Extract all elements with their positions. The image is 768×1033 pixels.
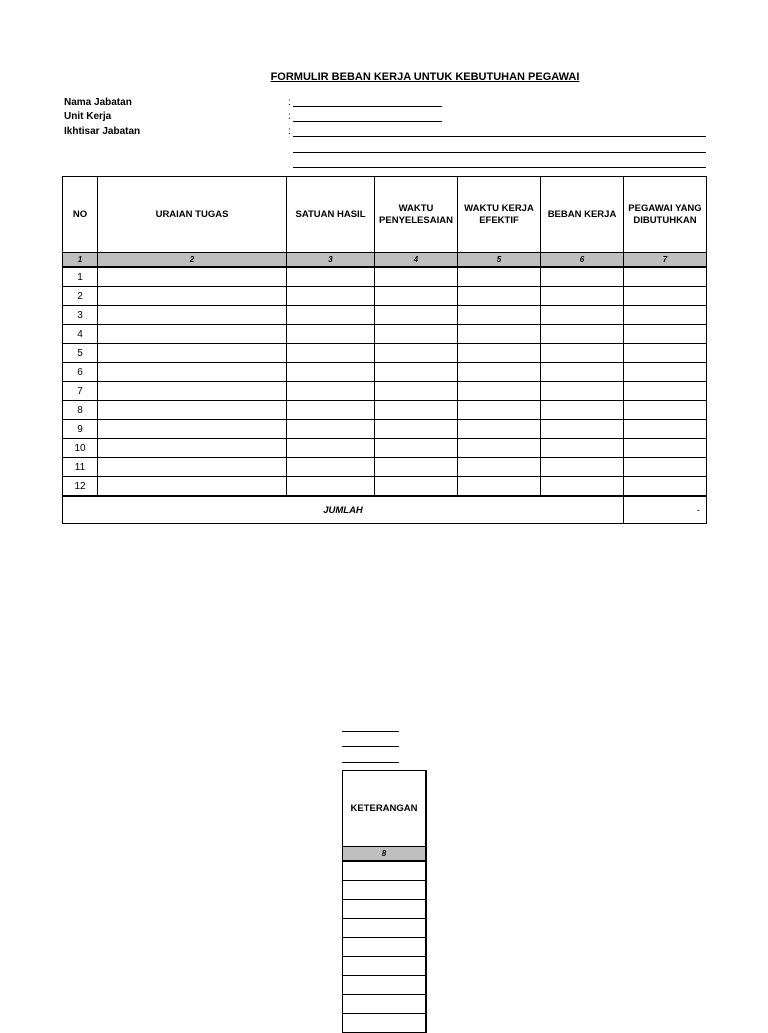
column-number: 3 xyxy=(287,253,375,268)
waktu-penyelesaian-cell[interactable] xyxy=(375,306,458,325)
total-row xyxy=(63,496,707,524)
waktu-kerja-efektif-cell[interactable] xyxy=(458,344,541,363)
satuan-hasil-cell[interactable] xyxy=(287,287,375,306)
column-number: 8 xyxy=(343,847,427,862)
keterangan-row xyxy=(343,861,427,881)
waktu-kerja-efektif-cell[interactable] xyxy=(458,401,541,420)
keterangan-table xyxy=(342,770,427,1033)
waktu-kerja-efektif-cell[interactable] xyxy=(458,325,541,344)
beban-kerja-cell[interactable] xyxy=(541,325,624,344)
uraian-tugas-cell[interactable] xyxy=(98,306,287,325)
table-row xyxy=(63,458,707,477)
waktu-kerja-efektif-cell[interactable] xyxy=(458,382,541,401)
keterangan-cell[interactable] xyxy=(343,938,427,957)
waktu-kerja-efektif-cell[interactable] xyxy=(458,363,541,382)
keterangan-cell[interactable] xyxy=(343,881,427,900)
header-uraian-tugas: URAIAN TUGAS xyxy=(98,177,287,253)
keterangan-row xyxy=(343,1014,427,1033)
row-no: 9 xyxy=(63,420,98,439)
waktu-kerja-efektif-cell[interactable] xyxy=(458,287,541,306)
pegawai-dibutuhkan-cell[interactable] xyxy=(624,287,707,306)
keterangan-row xyxy=(343,881,427,900)
waktu-penyelesaian-cell[interactable] xyxy=(375,439,458,458)
column-number: 7 xyxy=(624,253,707,268)
column-number: 6 xyxy=(541,253,624,268)
pegawai-dibutuhkan-cell[interactable] xyxy=(624,420,707,439)
beban-kerja-cell[interactable] xyxy=(541,477,624,497)
field-colon: : xyxy=(288,126,291,137)
keterangan-cell[interactable] xyxy=(343,957,427,976)
row-no: 5 xyxy=(63,344,98,363)
keterangan-cell[interactable] xyxy=(343,995,427,1014)
table-row xyxy=(63,306,707,325)
column-number: 2 xyxy=(98,253,287,268)
uraian-tugas-cell[interactable] xyxy=(98,477,287,497)
uraian-tugas-cell[interactable] xyxy=(98,325,287,344)
beban-kerja-cell[interactable] xyxy=(541,382,624,401)
header-keterangan: KETERANGAN xyxy=(343,771,427,847)
row-no: 10 xyxy=(63,439,98,458)
table-header-row xyxy=(63,177,707,253)
field-label-unit-kerja: Unit Kerja xyxy=(64,111,112,122)
keterangan-cell[interactable] xyxy=(343,1014,427,1033)
waktu-penyelesaian-cell[interactable] xyxy=(375,363,458,382)
uraian-tugas-cell[interactable] xyxy=(98,439,287,458)
field-colon: : xyxy=(288,111,291,122)
field-label-ikhtisar-jabatan: Ikhtisar Jabatan xyxy=(64,126,141,137)
waktu-penyelesaian-cell[interactable] xyxy=(375,420,458,439)
column-number: 1 xyxy=(63,253,98,268)
form-title: FORMULIR BEBAN KERJA UNTUK KEBUTUHAN PEGAWAI xyxy=(270,71,580,83)
waktu-kerja-efektif-cell[interactable] xyxy=(458,267,541,287)
satuan-hasil-cell[interactable] xyxy=(287,439,375,458)
column-number: 5 xyxy=(458,253,541,268)
beban-kerja-cell[interactable] xyxy=(541,287,624,306)
row-no: 4 xyxy=(63,325,98,344)
table-row xyxy=(63,477,707,497)
pegawai-dibutuhkan-cell[interactable] xyxy=(624,267,707,287)
keterangan-row xyxy=(343,957,427,976)
waktu-penyelesaian-cell[interactable] xyxy=(375,344,458,363)
table-row xyxy=(63,267,707,287)
pegawai-dibutuhkan-cell[interactable] xyxy=(624,477,707,497)
satuan-hasil-cell[interactable] xyxy=(287,267,375,287)
blank-line xyxy=(342,762,399,763)
waktu-penyelesaian-cell[interactable] xyxy=(375,287,458,306)
satuan-hasil-cell[interactable] xyxy=(287,325,375,344)
uraian-tugas-cell[interactable] xyxy=(98,363,287,382)
waktu-kerja-efektif-cell[interactable] xyxy=(458,306,541,325)
keterangan-cell[interactable] xyxy=(343,919,427,938)
total-label: JUMLAH xyxy=(63,496,624,524)
nama-jabatan-field[interactable] xyxy=(293,106,442,107)
pegawai-dibutuhkan-cell[interactable] xyxy=(624,401,707,420)
keterangan-row xyxy=(343,995,427,1014)
header-no: NO xyxy=(63,177,98,253)
table-row xyxy=(63,401,707,420)
waktu-penyelesaian-cell[interactable] xyxy=(375,458,458,477)
satuan-hasil-cell[interactable] xyxy=(287,477,375,497)
table-row xyxy=(63,363,707,382)
header-pegawai-dibutuhkan: PEGAWAI YANG DIBUTUHKAN xyxy=(624,177,707,253)
satuan-hasil-cell[interactable] xyxy=(287,363,375,382)
pegawai-dibutuhkan-cell[interactable] xyxy=(624,458,707,477)
waktu-penyelesaian-cell[interactable] xyxy=(375,325,458,344)
column-number: 4 xyxy=(375,253,458,268)
uraian-tugas-cell[interactable] xyxy=(98,420,287,439)
beban-kerja-cell[interactable] xyxy=(541,420,624,439)
blank-line xyxy=(342,746,399,747)
unit-kerja-field[interactable] xyxy=(293,121,442,122)
uraian-tugas-cell[interactable] xyxy=(98,382,287,401)
workload-table xyxy=(62,176,707,524)
keterangan-cell[interactable] xyxy=(343,861,427,881)
uraian-tugas-cell[interactable] xyxy=(98,267,287,287)
table-row xyxy=(63,287,707,306)
waktu-penyelesaian-cell[interactable] xyxy=(375,267,458,287)
pegawai-dibutuhkan-cell[interactable] xyxy=(624,325,707,344)
pegawai-dibutuhkan-cell[interactable] xyxy=(624,439,707,458)
table-body xyxy=(63,267,707,496)
satuan-hasil-cell[interactable] xyxy=(287,420,375,439)
waktu-kerja-efektif-cell[interactable] xyxy=(458,458,541,477)
satuan-hasil-cell[interactable] xyxy=(287,306,375,325)
pegawai-dibutuhkan-cell[interactable] xyxy=(624,344,707,363)
ikhtisar-jabatan-field-line-1[interactable] xyxy=(293,136,706,137)
pegawai-dibutuhkan-cell[interactable] xyxy=(624,306,707,325)
row-no: 2 xyxy=(63,287,98,306)
beban-kerja-cell[interactable] xyxy=(541,267,624,287)
header-waktu-kerja-efektif: WAKTU KERJA EFEKTIF xyxy=(458,177,541,253)
table-row xyxy=(63,382,707,401)
waktu-penyelesaian-cell[interactable] xyxy=(375,401,458,420)
uraian-tugas-cell[interactable] xyxy=(98,344,287,363)
total-value: - xyxy=(624,496,707,524)
pegawai-dibutuhkan-cell[interactable] xyxy=(624,363,707,382)
header-waktu-penyelesaian: WAKTU PENYELESAIAN xyxy=(375,177,458,253)
beban-kerja-cell[interactable] xyxy=(541,439,624,458)
field-colon: : xyxy=(288,97,291,108)
table-row xyxy=(63,344,707,363)
header-satuan-hasil: SATUAN HASIL xyxy=(287,177,375,253)
satuan-hasil-cell[interactable] xyxy=(287,401,375,420)
keterangan-row xyxy=(343,900,427,919)
column-number-row xyxy=(63,253,707,268)
field-label-nama-jabatan: Nama Jabatan xyxy=(64,97,132,108)
waktu-penyelesaian-cell[interactable] xyxy=(375,477,458,497)
waktu-penyelesaian-cell[interactable] xyxy=(375,382,458,401)
row-no: 1 xyxy=(63,267,98,287)
ikhtisar-jabatan-field-line-3[interactable] xyxy=(293,167,706,168)
satuan-hasil-cell[interactable] xyxy=(287,344,375,363)
row-no: 6 xyxy=(63,363,98,382)
ikhtisar-jabatan-field-line-2[interactable] xyxy=(293,152,706,153)
table-row xyxy=(63,325,707,344)
blank-line xyxy=(342,731,399,732)
keterangan-cell[interactable] xyxy=(343,900,427,919)
table-row xyxy=(63,439,707,458)
table-row xyxy=(63,420,707,439)
beban-kerja-cell[interactable] xyxy=(541,401,624,420)
keterangan-cell[interactable] xyxy=(343,976,427,995)
beban-kerja-cell[interactable] xyxy=(541,458,624,477)
row-no: 8 xyxy=(63,401,98,420)
waktu-kerja-efektif-cell[interactable] xyxy=(458,477,541,497)
uraian-tugas-cell[interactable] xyxy=(98,458,287,477)
satuan-hasil-cell[interactable] xyxy=(287,458,375,477)
beban-kerja-cell[interactable] xyxy=(541,363,624,382)
waktu-kerja-efektif-cell[interactable] xyxy=(458,420,541,439)
row-no: 7 xyxy=(63,382,98,401)
keterangan-body xyxy=(343,861,427,1033)
row-no: 12 xyxy=(63,477,98,497)
uraian-tugas-cell[interactable] xyxy=(98,401,287,420)
pegawai-dibutuhkan-cell[interactable] xyxy=(624,382,707,401)
waktu-kerja-efektif-cell[interactable] xyxy=(458,439,541,458)
header-beban-kerja: BEBAN KERJA xyxy=(541,177,624,253)
beban-kerja-cell[interactable] xyxy=(541,344,624,363)
keterangan-row xyxy=(343,919,427,938)
uraian-tugas-cell[interactable] xyxy=(98,287,287,306)
row-no: 3 xyxy=(63,306,98,325)
satuan-hasil-cell[interactable] xyxy=(287,382,375,401)
keterangan-row xyxy=(343,938,427,957)
row-no: 11 xyxy=(63,458,98,477)
keterangan-row xyxy=(343,976,427,995)
beban-kerja-cell[interactable] xyxy=(541,306,624,325)
